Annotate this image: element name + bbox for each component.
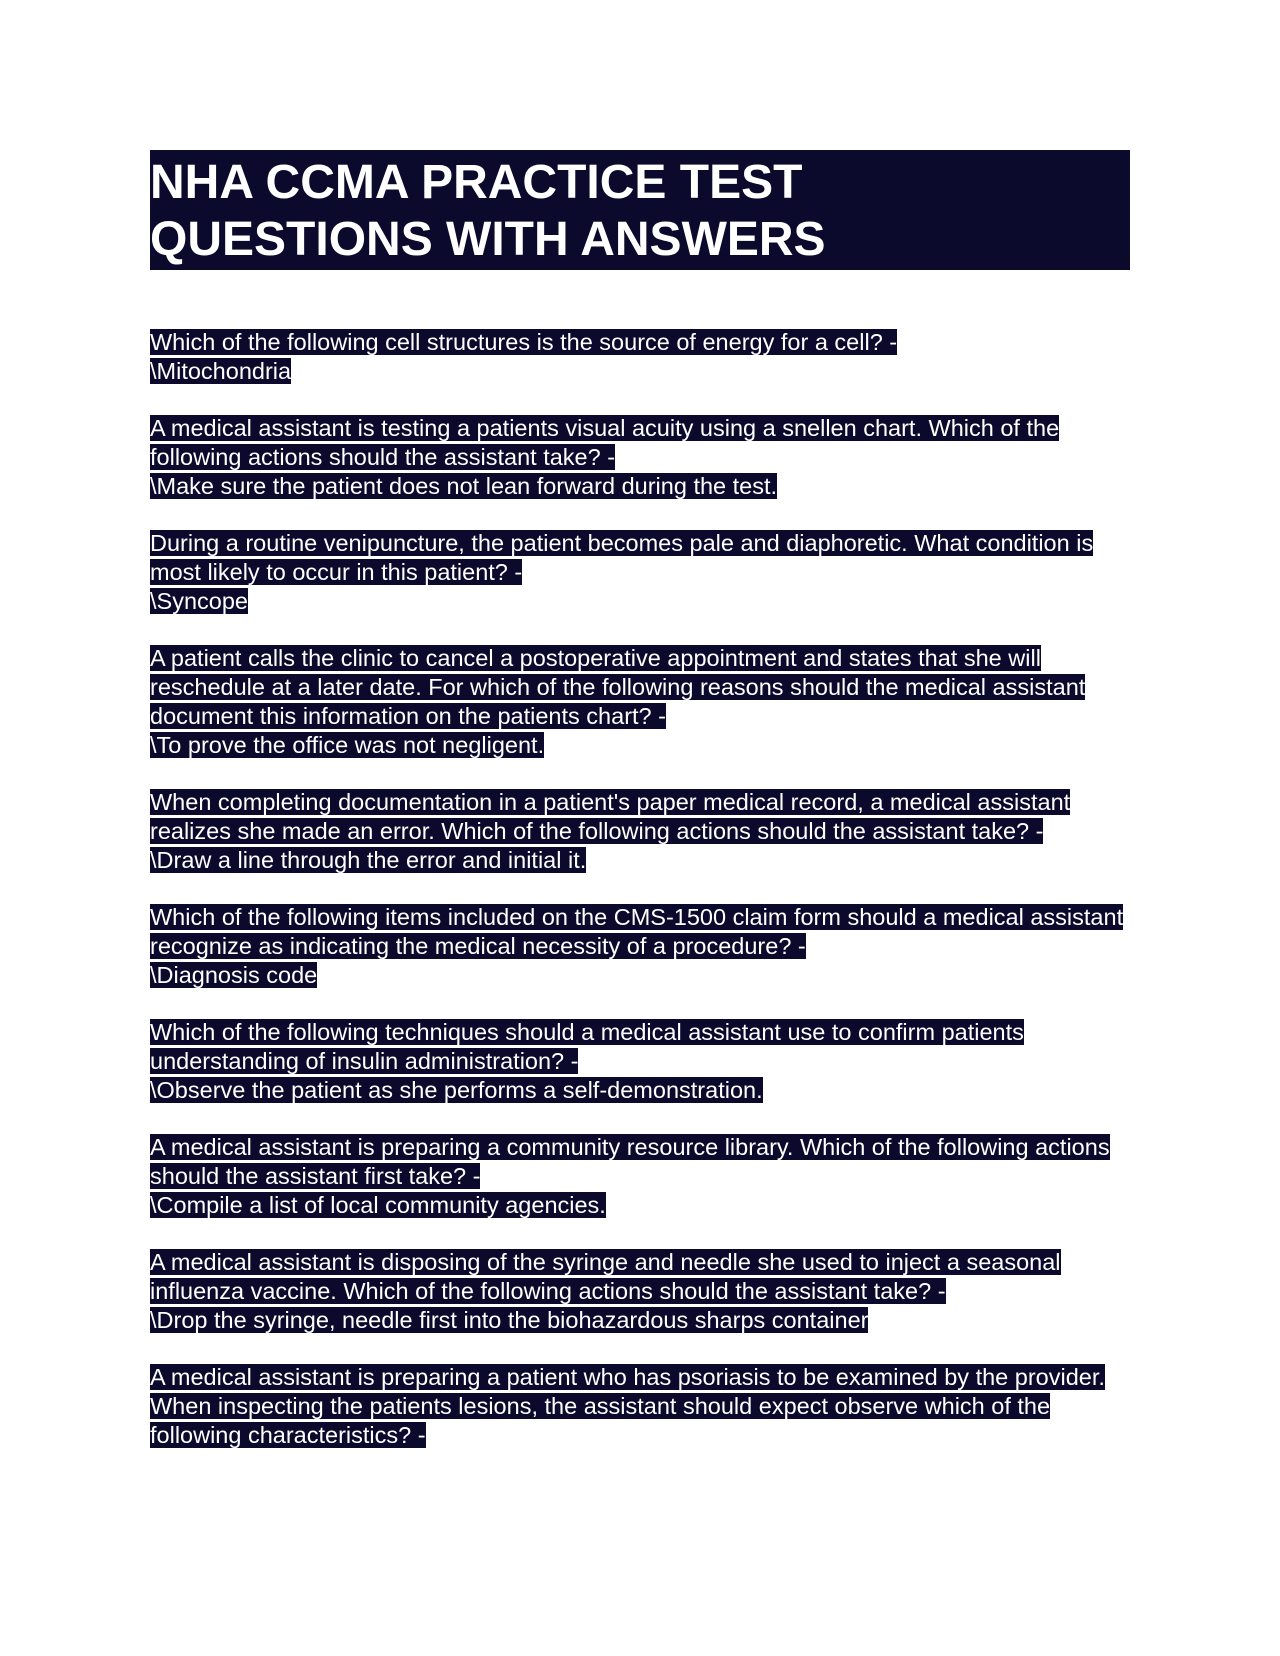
answer-text: \Draw a line through the error and initial it.	[150, 847, 587, 873]
answer-text: \Diagnosis code	[150, 962, 318, 988]
answer-text: \Compile a list of local community agencies.	[150, 1192, 606, 1218]
qa-item-6	[150, 903, 1130, 990]
qa-item-1	[150, 328, 1130, 386]
answer-text: \Make sure the patient does not lean forward during the test.	[150, 473, 778, 499]
question-text: During a routine venipuncture, the patient becomes pale and diaphoretic. What condition is most likely to occur in this patient? -	[150, 530, 1094, 585]
qa-item-10	[150, 1363, 1130, 1450]
question-text: A medical assistant is preparing a patient who has psoriasis to be examined by the provider. When inspecting the patients lesions, the assistant should expect observe which of the following characteristics? -	[150, 1364, 1105, 1448]
qa-item-7	[150, 1018, 1130, 1105]
answer-text: \Drop the syringe, needle first into the biohazardous sharps container	[150, 1307, 869, 1333]
qa-item-5	[150, 788, 1130, 875]
qa-item-4	[150, 644, 1130, 760]
qa-item-3	[150, 529, 1130, 616]
qa-item-9	[150, 1248, 1130, 1335]
qa-item-2	[150, 414, 1130, 501]
qa-item-8	[150, 1133, 1130, 1220]
question-text: Which of the following cell structures is the source of energy for a cell? -	[150, 329, 898, 355]
title-line-1: NHA CCMA PRACTICE TEST	[150, 156, 803, 209]
question-text: A patient calls the clinic to cancel a postoperative appointment and states that she will reschedule at a later date. For which of the following reasons should the medical assistant document this information on the patients chart? -	[150, 645, 1086, 729]
document-title	[150, 150, 1130, 270]
question-text: When completing documentation in a patient's paper medical record, a medical assistant realizes she made an error. Which of the following actions should the assistant take? -	[150, 789, 1071, 844]
answer-text: \Syncope	[150, 588, 248, 614]
question-text: A medical assistant is preparing a community resource library. Which of the following actions should the assistant first take? -	[150, 1134, 1110, 1189]
answer-text: \Mitochondria	[150, 358, 292, 384]
title-line-2: QUESTIONS WITH ANSWERS	[150, 213, 826, 266]
question-text: Which of the following items included on the CMS-1500 claim form should a medical assistant recognize as indicating the medical necessity of a procedure? -	[150, 904, 1124, 959]
document-page	[150, 150, 1130, 1478]
question-text: A medical assistant is disposing of the syringe and needle she used to inject a seasonal influenza vaccine. Which of the following actions should the assistant take? -	[150, 1249, 1061, 1304]
question-text: Which of the following techniques should a medical assistant use to confirm patients understanding of insulin administration? -	[150, 1019, 1024, 1074]
question-text: A medical assistant is testing a patients visual acuity using a snellen chart. Which of the following actions should the assistant take? -	[150, 415, 1060, 470]
answer-text: \Observe the patient as she performs a self-demonstration.	[150, 1077, 763, 1103]
answer-text: \To prove the office was not negligent.	[150, 732, 545, 758]
